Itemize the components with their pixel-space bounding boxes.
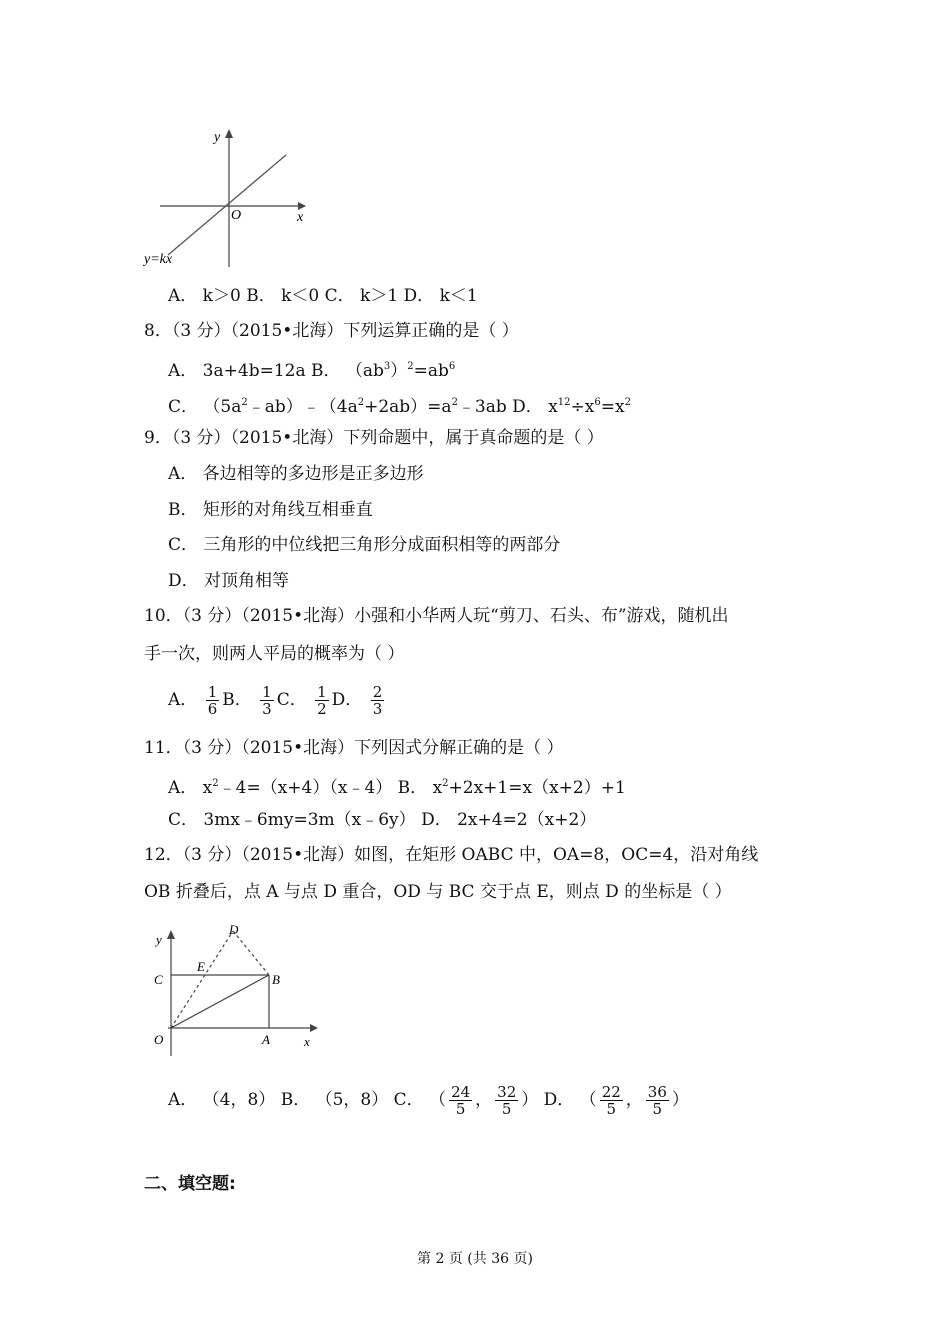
q8-c-exp2: 2 <box>357 397 365 408</box>
q10-d-denominator: 3 <box>372 700 383 718</box>
q10-stem-line2: 手一次，则两人平局的概率为（ ） <box>144 644 405 664</box>
segment-db <box>233 931 269 975</box>
q10-b-numerator: 1 <box>262 683 272 701</box>
q9-option-d: D． 对顶角相等 <box>168 571 290 591</box>
q11-option-cd: C． 3mx﹣6my=3m（x﹣6y） D． 2x+4=2（x+2） <box>168 810 597 830</box>
q8-c-exp3: 2 <box>451 397 458 408</box>
q10-c-denominator: 2 <box>317 700 327 718</box>
q10-d-numerator: 2 <box>372 683 383 701</box>
q10-stem-line1: 10．（3 分）（2015•北海）小强和小华两人玩“剪刀、石头、布”游戏，随机出 <box>144 606 729 626</box>
label-y: y <box>156 932 162 947</box>
y-axis-arrow <box>225 129 233 138</box>
label-a: A <box>262 1032 270 1047</box>
q10-a-denominator: 6 <box>207 700 218 718</box>
q9-option-a: A． 各边相等的多边形是正多边形 <box>168 464 424 484</box>
q12-d-fraction-y <box>646 1084 669 1117</box>
q8-c-text1: C． （5a <box>168 397 242 417</box>
q10-option-a-label: A． <box>168 690 198 710</box>
q12-d-close: ） <box>671 1090 689 1110</box>
q8-c-text4: ﹣3ab D． x <box>457 397 558 417</box>
label-c: C <box>154 972 163 987</box>
q8-a-text1: A． 3a+4b=12a B． （ab <box>168 361 384 381</box>
q7-options: A． k＞0 B． k＜0 C． k＞1 D． k＜1 <box>168 286 478 306</box>
y-axis-label: y <box>214 130 221 145</box>
q8-a-text2: ） <box>390 361 408 381</box>
q9-stem: 9．（3 分）（2015•北海）下列命题中，属于真命题的是（ ） <box>144 428 604 448</box>
q12-c-y-numerator: 32 <box>497 1083 517 1101</box>
q8-c-text6: =x <box>600 397 625 417</box>
q10-option-d-fraction <box>371 684 385 717</box>
q10-options <box>168 680 387 720</box>
q10-option-c-label: C． <box>276 690 307 710</box>
q12-stem-line1: 12．（3 分）（2015•北海）如图，在矩形 OABC 中，OA=8，OC=4，沿对角线 <box>144 845 759 865</box>
q12-d-x-denominator: 5 <box>606 1100 616 1118</box>
q8-option-ab <box>168 355 455 383</box>
label-x: x <box>304 1034 310 1049</box>
q8-stem: 8．（3 分）（2015•北海）下列运算正确的是（ ） <box>144 321 519 341</box>
q9-option-c: C． 三角形的中位线把三角形分成面积相等的两部分 <box>168 535 561 555</box>
segment-od <box>171 931 233 1028</box>
q8-option-cd <box>168 391 631 419</box>
diagonal-ob <box>171 975 269 1028</box>
q11-a-text3: +2x+1=x（x+2）+1 <box>448 778 626 798</box>
q10-option-c-fraction <box>315 684 329 717</box>
q10-c-numerator: 1 <box>317 683 327 701</box>
q10-option-b-fraction <box>260 684 274 717</box>
q8-c-text5: ÷x <box>570 397 595 417</box>
label-b: B <box>272 972 280 987</box>
q8-c-exp6: 2 <box>624 397 631 408</box>
q12-d-x-numerator: 22 <box>601 1083 621 1101</box>
q10-option-d-label: D． <box>331 690 363 710</box>
function-line <box>168 155 286 255</box>
q11-a-exp2: 2 <box>442 778 449 789</box>
x-axis-arrow <box>310 1024 318 1032</box>
label-e: E <box>197 959 205 974</box>
q12-d-fraction-x <box>600 1084 623 1117</box>
q12-options <box>168 1080 689 1120</box>
q12-d-y-numerator: 36 <box>647 1083 667 1101</box>
q12-d-comma: ， <box>625 1090 643 1110</box>
q8-c-exp4: 12 <box>557 397 571 408</box>
q12-stem-line2: OB 折叠后，点 A 与点 D 重合，OD 与 BC 交于点 E，则点 D 的坐标是（ ） <box>144 882 732 902</box>
q12-c-x-numerator: 24 <box>451 1083 471 1101</box>
q8-c-text3: +2ab）=a <box>364 397 452 417</box>
q11-stem: 11．（3 分）（2015•北海）下列因式分解正确的是（ ） <box>144 738 564 758</box>
q12-d-y-denominator: 5 <box>652 1100 663 1118</box>
linear-function-graph <box>140 125 320 275</box>
q11-a-text1: A． x <box>168 778 213 798</box>
q9-option-b: B． 矩形的对角线互相垂直 <box>168 500 373 520</box>
q8-a-exp2: 2 <box>407 361 414 372</box>
label-d: D <box>229 922 239 937</box>
x-axis-arrow <box>298 202 306 210</box>
q10-a-numerator: 1 <box>207 683 218 701</box>
q12-c-fraction-y <box>495 1084 518 1117</box>
q8-c-exp5: 6 <box>594 397 601 408</box>
page-footer: 第 2 页 (共 36 页) <box>417 1251 533 1267</box>
q10-option-a-fraction <box>206 684 220 717</box>
x-axis-label: x <box>297 210 304 225</box>
q12-c-close: ） <box>521 1090 539 1110</box>
section-title-fill-blank: 二、填空题: <box>144 1174 236 1194</box>
q8-a-text3: =ab <box>413 361 449 381</box>
label-o: O <box>154 1032 164 1047</box>
q8-c-text2: ﹣ab）﹣（4a <box>247 397 358 417</box>
q11-option-ab <box>168 772 626 800</box>
rectangle-fold-figure <box>140 918 330 1058</box>
q12-options-ab-text: A． （4，8） B． （5，8） C． （ <box>168 1090 447 1110</box>
q8-a-exp3: 6 <box>448 361 456 372</box>
line-label: y=kx <box>144 252 173 267</box>
y-axis-arrow <box>167 930 175 939</box>
q12-c-x-denominator: 5 <box>455 1100 466 1118</box>
q11-a-exp1: 2 <box>212 778 219 789</box>
q12-c-comma: ， <box>475 1090 493 1110</box>
q8-c-exp1: 2 <box>241 397 248 408</box>
q12-option-d-text: D． （ <box>538 1090 597 1110</box>
q8-a-exp1: 3 <box>383 361 391 372</box>
q12-c-fraction-x <box>449 1084 472 1117</box>
q12-c-y-denominator: 5 <box>501 1100 512 1118</box>
q10-option-b-label: B． <box>222 690 252 710</box>
q11-a-text2: ﹣4=（x+4）（x﹣4） B． x <box>218 778 443 798</box>
q10-b-denominator: 3 <box>262 700 272 718</box>
origin-label: O <box>231 208 242 223</box>
